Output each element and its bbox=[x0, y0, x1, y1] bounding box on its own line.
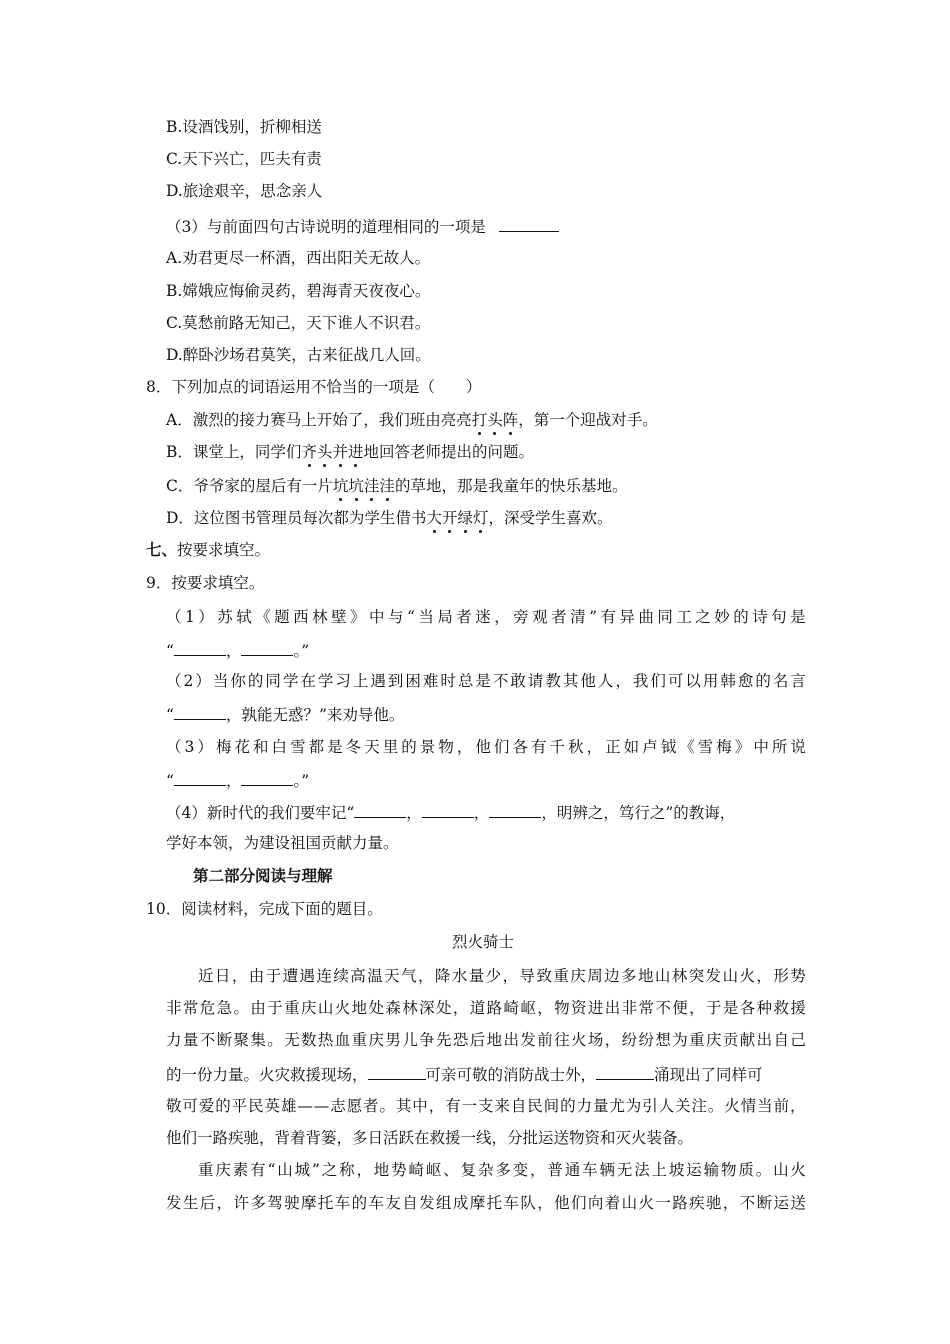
section-number: 七、 bbox=[146, 541, 178, 559]
quote-mark: “ bbox=[166, 706, 174, 724]
q8-option-b bbox=[166, 442, 534, 462]
dotted-char: 打 bbox=[471, 411, 488, 429]
section-title: 按要求填空。 bbox=[177, 541, 271, 559]
answer-blank[interactable] bbox=[422, 801, 474, 818]
dotted-char: 洼 bbox=[363, 477, 380, 495]
punctuation: ， bbox=[225, 772, 242, 790]
section-heading bbox=[146, 540, 270, 560]
passage-para1-line4 bbox=[166, 1063, 763, 1085]
q9-part1-line2 bbox=[166, 639, 309, 661]
passage-para1-line2: 非 常 危 急 。 由 于 重 庆 山 火 地 处 森 林 深 处 ， 道 路 崎 岖 ， 物 资 进 出 非 常 不 便 ， 于 是 各 种 救 援 bbox=[166, 999, 806, 1017]
answer-blank[interactable] bbox=[596, 1063, 654, 1080]
option-text: D．这位图书管理员每次都为学生借书 bbox=[166, 509, 427, 527]
dotted-char: 头 bbox=[316, 443, 333, 461]
q9-part2-line1: （ 2 ） 当 你 的 同 学 在 学 习 上 遇 到 困 难 时 总 是 不 敢 请 教 其 他 人 ， 我 们 可 以 用 韩 愈 的 名 言 bbox=[166, 672, 806, 690]
option-text: B．课堂上，同学们 bbox=[166, 443, 302, 461]
sentence-text: ，明辨之，笃行之”的教诲， bbox=[541, 804, 736, 822]
q7-sub3-option-a: A.劝君更尽一杯酒，西出阳关无故人。 bbox=[166, 249, 431, 267]
q9-stem: 9．按要求填空。 bbox=[146, 574, 265, 592]
q7-option-c: C.天下兴亡，匹夫有责 bbox=[166, 150, 322, 168]
q8-option-d bbox=[166, 508, 613, 528]
q9-part4-line2: 学好本领，为建设祖国贡献力量。 bbox=[166, 834, 399, 852]
q7-sub3-option-d: D.醉卧沙场君莫笑，古来征战几人回。 bbox=[166, 346, 431, 364]
q7-option-d: D.旅途艰辛，思念亲人 bbox=[166, 182, 323, 200]
passage-para1-line6: 他们一路疾驰，背着背篓，多日活跃在救援一线，分批运送物资和灭火装备。 bbox=[166, 1129, 694, 1147]
dotted-char: 绿 bbox=[457, 509, 473, 527]
answer-blank[interactable] bbox=[174, 703, 226, 720]
sentence-text: 的一份力量。火灾救援现场， bbox=[166, 1066, 368, 1084]
q7-option-b: B.设酒饯别，折柳相送 bbox=[166, 118, 322, 136]
q9-part3-line2 bbox=[166, 769, 309, 791]
option-text: A．激烈的接力赛马上开始了，我们班由亮亮 bbox=[166, 411, 472, 429]
q8-option-c bbox=[166, 476, 627, 496]
sentence-text: （4）新时代的我们要牢记“ bbox=[166, 804, 355, 822]
option-text: 地回答老师提出的问题。 bbox=[363, 443, 534, 461]
q7-sub3-option-b: B.嫦娥应悔偷灵药，碧海青天夜夜心。 bbox=[166, 282, 431, 300]
sentence-text: ，孰能无惑？”来劝导他。 bbox=[225, 706, 405, 724]
punctuation: ， bbox=[406, 804, 422, 822]
dotted-char: 并 bbox=[332, 443, 348, 461]
passage-para1-line3: 力 量 不 断 聚 集 。 无 数 热 血 重 庆 男 儿 争 先 恐 后 地 出 发 前 往 火 场 ， 纷 纷 想 为 重 庆 贡 献 出 自 己 bbox=[166, 1031, 806, 1049]
q7-sub3-text: （3）与前面四句古诗说明的道理相同的一项是 bbox=[166, 218, 486, 236]
q10-stem: 10．阅读材料，完成下面的题目。 bbox=[146, 900, 383, 918]
q9-part3-line1: （ 3 ） 梅 花 和 白 雪 都 是 冬 天 里 的 景 物 ， 他 们 各 有 千 秋 ， 正 如 卢 钺 《 雪 梅 》 中 所 说 bbox=[166, 738, 806, 756]
answer-blank[interactable] bbox=[354, 801, 406, 818]
answer-blank[interactable] bbox=[174, 769, 226, 786]
dotted-char: 灯 bbox=[472, 509, 489, 527]
dotted-char: 头 bbox=[487, 411, 503, 429]
dotted-char: 阵 bbox=[502, 411, 519, 429]
q7-sub3-stem bbox=[166, 215, 559, 237]
answer-blank[interactable] bbox=[499, 215, 559, 232]
passage-para2-line2: 发 生 后 ， 许 多 驾 驶 摩 托 车 的 车 友 自 发 组 成 摩 托 车 队 ， 他 们 向 着 山 火 一 路 疾 驰 ， 不 断 运 送 bbox=[166, 1194, 806, 1212]
quote-mark: “ bbox=[166, 772, 174, 790]
sentence-text: 涌现出了同样可 bbox=[654, 1066, 763, 1084]
punctuation: ， bbox=[225, 642, 242, 660]
dotted-char: 坑 bbox=[348, 477, 364, 495]
dotted-char: 齐 bbox=[301, 443, 317, 461]
passage-para1-line5: 敬 可 爱 的 平 民 英 雄 — — 志 愿 者 。 其 中 ， 有 一 支 来 自 民 间 的 力 量 尤 为 引 人 关 注 。 火 情 当 前 ， bbox=[166, 1097, 806, 1115]
dotted-char: 开 bbox=[441, 509, 458, 527]
passage-para2-line1: 重 庆 素 有 “ 山 城 ” 之 称 ， 地 势 崎 岖 、 复 杂 多 变 ， 普 通 车 辆 无 法 上 坡 运 输 物 质 。 山 火 bbox=[198, 1161, 806, 1179]
option-text: 的草地，那是我童年的快乐基地。 bbox=[394, 477, 628, 495]
q9-part1-line1: （ 1 ） 苏 轼 《 题 西 林 壁 》 中 与 “ 当 局 者 迷 ， 旁 观 者 清 ” 有 异 曲 同 工 之 妙 的 诗 句 是 bbox=[166, 608, 806, 626]
q7-sub3-option-c: C.莫愁前路无知己，天下谁人不识君。 bbox=[166, 314, 431, 332]
dotted-char: 大 bbox=[426, 509, 442, 527]
q9-part2-line2 bbox=[166, 703, 404, 725]
quote-mark: 。” bbox=[293, 772, 310, 790]
q8-option-a bbox=[166, 410, 658, 430]
part-heading: 第二部分阅读与理解 bbox=[193, 867, 333, 885]
sentence-text: 可亲可敬的消防战士外， bbox=[425, 1066, 597, 1084]
dotted-char: 进 bbox=[347, 443, 364, 461]
dotted-char: 洼 bbox=[379, 477, 395, 495]
answer-blank[interactable] bbox=[241, 769, 293, 786]
answer-blank[interactable] bbox=[241, 639, 293, 656]
option-text: ，深受学生喜欢。 bbox=[488, 509, 613, 527]
dotted-char: 坑 bbox=[332, 477, 349, 495]
punctuation: ， bbox=[473, 804, 490, 822]
passage-para1-line1: 近 日 ， 由 于 遭 遇 连 续 高 温 天 气 ， 降 水 量 少 ， 导 致 重 庆 周 边 多 地 山 林 突 发 山 火 ， 形 势 bbox=[198, 967, 806, 985]
answer-blank[interactable] bbox=[489, 801, 541, 818]
q8-stem: 8．下列加点的词语运用不恰当的一项是（ ） bbox=[146, 378, 482, 396]
answer-blank[interactable] bbox=[174, 639, 226, 656]
quote-mark: “ bbox=[166, 642, 174, 660]
q9-part4-line1 bbox=[166, 801, 735, 823]
quote-mark: 。” bbox=[293, 642, 310, 660]
option-text: C．爷爷家的屋后有一片 bbox=[166, 477, 333, 495]
answer-blank[interactable] bbox=[368, 1063, 426, 1080]
passage-title: 烈火骑士 bbox=[452, 933, 515, 951]
option-text: ，第一个迎战对手。 bbox=[518, 411, 658, 429]
